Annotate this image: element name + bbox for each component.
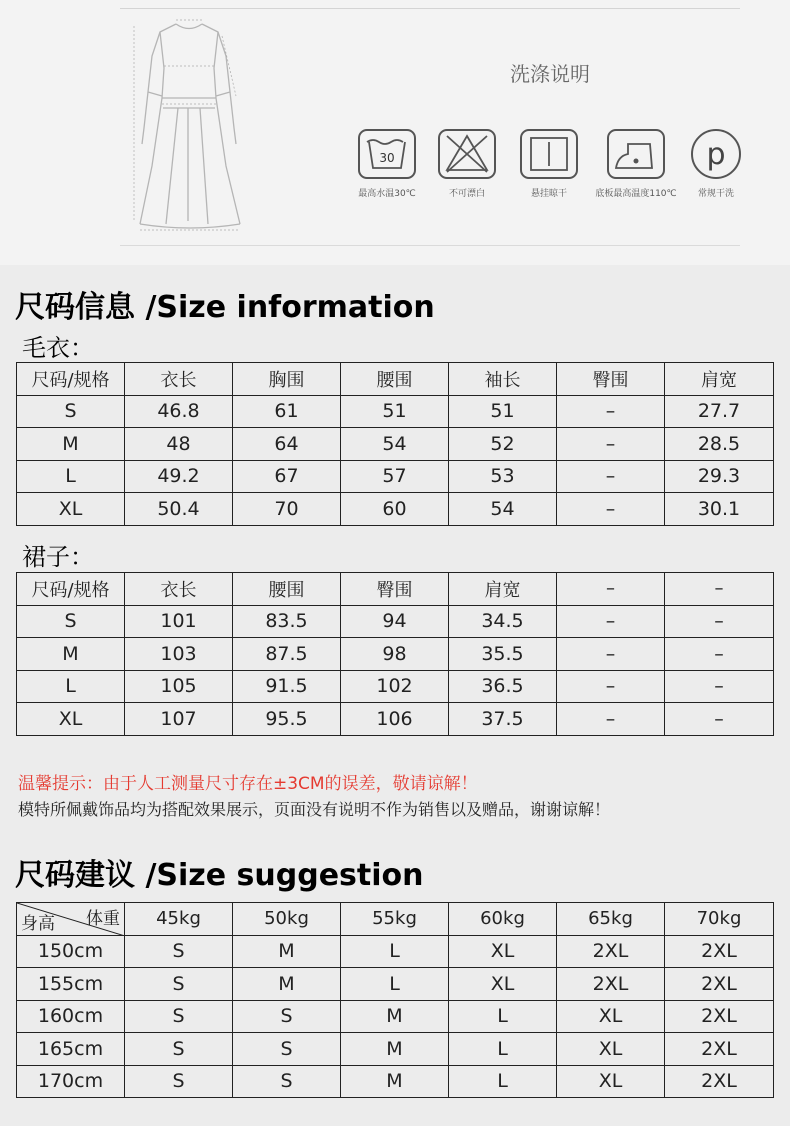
table-cell: 29.3: [665, 460, 774, 493]
header-cell: 臀围: [557, 363, 665, 396]
header-cell: –: [557, 573, 665, 606]
height-label: 身高: [21, 913, 55, 934]
table-cell: 70: [233, 493, 341, 526]
table-cell: 2XL: [665, 968, 774, 1001]
table-cell: 51: [449, 395, 557, 428]
care-label: 底板最高温度110℃: [595, 189, 677, 199]
table-cell: 2XL: [665, 1033, 774, 1066]
size-suggestion-table: [16, 902, 774, 1098]
dress-measurement-diagram: [118, 16, 260, 238]
care-label: 悬挂晾干: [530, 189, 567, 199]
table-cell: 48: [125, 428, 233, 461]
header-cell: 胸围: [233, 363, 341, 396]
table-header-row: [17, 363, 774, 396]
table-cell: S: [17, 395, 125, 428]
table-cell: M: [341, 1033, 449, 1066]
table-cell: M: [17, 638, 125, 671]
care-label: 不可漂白: [448, 189, 485, 199]
table-cell: M: [17, 428, 125, 461]
table-cell: L: [17, 670, 125, 703]
wash-temp-text: 30: [379, 151, 395, 165]
header-cell: 肩宽: [665, 363, 774, 396]
table-header-row: [17, 573, 774, 606]
table-row: [17, 493, 774, 526]
size-info-title: 尺码信息 /Size information: [15, 290, 435, 325]
header-cell: 65kg: [557, 903, 665, 936]
header-cell: 臀围: [341, 573, 449, 606]
accessory-notice: 模特所佩戴饰品均为搭配效果展示，页面没有说明不作为销售以及赠品，谢谢谅解！: [18, 800, 611, 819]
table-cell: M: [233, 935, 341, 968]
table-row: [17, 1033, 774, 1066]
table-cell: S: [233, 1065, 341, 1098]
table-cell: 98: [341, 638, 449, 671]
measurement-notice: 温馨提示：由于人工测量尺寸存在±3CM的误差，敬请谅解！: [18, 774, 478, 794]
table-cell: –: [557, 460, 665, 493]
table-cell: 160cm: [17, 1000, 125, 1033]
header-cell: 70kg: [665, 903, 774, 936]
table-cell: 50.4: [125, 493, 233, 526]
table-cell: 61: [233, 395, 341, 428]
table-cell: 170cm: [17, 1065, 125, 1098]
table-row: [17, 1000, 774, 1033]
table-cell: L: [449, 1033, 557, 1066]
header-cell: 袖长: [449, 363, 557, 396]
table-cell: –: [665, 605, 774, 638]
table-row: [17, 460, 774, 493]
table-row: [17, 968, 774, 1001]
table-cell: M: [341, 1000, 449, 1033]
table-cell: 51: [341, 395, 449, 428]
header-cell: 50kg: [233, 903, 341, 936]
height-weight-corner-cell: [17, 903, 125, 936]
header-cell: 衣长: [125, 573, 233, 606]
table-row: [17, 935, 774, 968]
table-cell: 2XL: [665, 1065, 774, 1098]
table-cell: L: [341, 935, 449, 968]
table-cell: 2XL: [665, 935, 774, 968]
table-cell: 103: [125, 638, 233, 671]
weight-label: 体重: [86, 909, 120, 929]
table-row: [17, 1065, 774, 1098]
header-cell: 45kg: [125, 903, 233, 936]
care-title: 洗涤说明: [510, 62, 590, 86]
table-row: [17, 703, 774, 736]
table-cell: 30.1: [665, 493, 774, 526]
table-cell: L: [17, 460, 125, 493]
size-suggestion-title: 尺码建议 /Size suggestion: [15, 858, 424, 893]
table-cell: 165cm: [17, 1033, 125, 1066]
table-cell: 83.5: [233, 605, 341, 638]
table-cell: –: [665, 703, 774, 736]
table-cell: –: [665, 638, 774, 671]
header-cell: 腰围: [233, 573, 341, 606]
table-row: [17, 395, 774, 428]
table-cell: –: [557, 638, 665, 671]
sweater-size-table: [16, 362, 774, 526]
table-cell: 94: [341, 605, 449, 638]
table-row: [17, 638, 774, 671]
table-row: [17, 428, 774, 461]
skirt-title: 裙子：: [22, 543, 94, 571]
table-cell: S: [125, 1065, 233, 1098]
table-cell: 102: [341, 670, 449, 703]
table-cell: –: [557, 670, 665, 703]
table-cell: 57: [341, 460, 449, 493]
table-cell: S: [233, 1033, 341, 1066]
table-cell: L: [449, 1000, 557, 1033]
care-item-hang-dry: [499, 128, 599, 199]
table-cell: 54: [341, 428, 449, 461]
table-cell: 67: [233, 460, 341, 493]
header-cell: 尺码/规格: [17, 573, 125, 606]
table-header-row: [17, 903, 774, 936]
table-cell: 101: [125, 605, 233, 638]
care-label: 常规干洗: [697, 189, 734, 199]
divider: [120, 8, 740, 9]
no-bleach-icon: [437, 128, 497, 180]
skirt-size-table: [16, 572, 774, 736]
header-cell: 55kg: [341, 903, 449, 936]
table-cell: 52: [449, 428, 557, 461]
table-cell: 64: [233, 428, 341, 461]
table-cell: L: [341, 968, 449, 1001]
table-cell: –: [557, 395, 665, 428]
table-cell: L: [449, 1065, 557, 1098]
wash-30-icon: [357, 128, 417, 180]
table-cell: –: [557, 428, 665, 461]
table-cell: 54: [449, 493, 557, 526]
header-cell: 60kg: [449, 903, 557, 936]
table-cell: M: [233, 968, 341, 1001]
table-cell: S: [125, 1000, 233, 1033]
header-cell: 尺码/规格: [17, 363, 125, 396]
table-cell: XL: [449, 935, 557, 968]
table-cell: 2XL: [665, 1000, 774, 1033]
table-cell: XL: [17, 703, 125, 736]
table-cell: 27.7: [665, 395, 774, 428]
table-cell: 105: [125, 670, 233, 703]
care-item-dry-clean: [666, 128, 766, 199]
table-cell: S: [233, 1000, 341, 1033]
dry-clean-glyph: p: [706, 137, 726, 172]
table-cell: S: [17, 605, 125, 638]
dry-clean-p-icon: [686, 128, 746, 180]
header-cell: –: [665, 573, 774, 606]
table-cell: 155cm: [17, 968, 125, 1001]
table-cell: S: [125, 935, 233, 968]
iron-icon: [606, 128, 666, 180]
divider: [120, 245, 740, 246]
table-cell: XL: [557, 1000, 665, 1033]
table-cell: –: [665, 670, 774, 703]
header-cell: 肩宽: [449, 573, 557, 606]
header-cell: 腰围: [341, 363, 449, 396]
table-cell: 49.2: [125, 460, 233, 493]
table-cell: 37.5: [449, 703, 557, 736]
hang-dry-icon: [519, 128, 579, 180]
header-cell: 衣长: [125, 363, 233, 396]
table-cell: 36.5: [449, 670, 557, 703]
table-cell: XL: [557, 1065, 665, 1098]
table-cell: S: [125, 968, 233, 1001]
table-cell: 106: [341, 703, 449, 736]
table-cell: M: [341, 1065, 449, 1098]
table-cell: 95.5: [233, 703, 341, 736]
table-row: [17, 670, 774, 703]
table-row: [17, 605, 774, 638]
table-cell: 34.5: [449, 605, 557, 638]
table-cell: 28.5: [665, 428, 774, 461]
sweater-title: 毛衣：: [22, 334, 94, 362]
table-cell: 46.8: [125, 395, 233, 428]
table-cell: 107: [125, 703, 233, 736]
table-cell: 91.5: [233, 670, 341, 703]
table-cell: 60: [341, 493, 449, 526]
table-cell: 150cm: [17, 935, 125, 968]
table-cell: 35.5: [449, 638, 557, 671]
table-cell: XL: [449, 968, 557, 1001]
table-cell: –: [557, 493, 665, 526]
table-cell: 53: [449, 460, 557, 493]
table-cell: –: [557, 703, 665, 736]
table-cell: 2XL: [557, 968, 665, 1001]
table-cell: XL: [557, 1033, 665, 1066]
table-cell: S: [125, 1033, 233, 1066]
table-cell: 2XL: [557, 935, 665, 968]
care-label: 最高水温30℃: [358, 189, 416, 199]
table-cell: 87.5: [233, 638, 341, 671]
table-cell: –: [557, 605, 665, 638]
table-cell: XL: [17, 493, 125, 526]
